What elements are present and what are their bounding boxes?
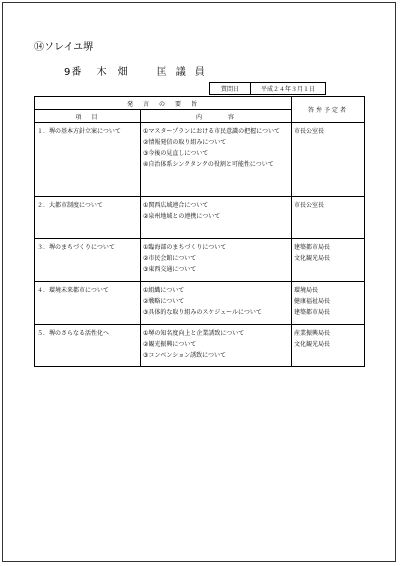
respondent-cell (292, 239, 365, 282)
member-title-char: 議 (175, 67, 187, 78)
content-line: ②情報発信の取り組みについて (143, 139, 227, 146)
respondent-line: 建築都市局長 (294, 309, 331, 316)
respondent-cell (292, 123, 365, 197)
item-cell (35, 239, 141, 282)
item-cell (35, 123, 141, 197)
member-name-char: 木 (96, 67, 108, 78)
member-number: 9番 (64, 67, 83, 78)
content-line: ②泉州地域との連携について (143, 213, 221, 220)
content-line: ②観光振興について (143, 341, 197, 348)
respondent-line: 市長公室長 (294, 128, 325, 135)
content-line: ①堺の知名度向上と企業誘致について (143, 330, 245, 337)
item-cell (35, 197, 141, 239)
content-line: ③東西交通について (143, 266, 197, 273)
table-row (35, 325, 365, 367)
member-line (64, 63, 214, 78)
member-name (97, 67, 139, 78)
member-title-char: 匡 (156, 67, 168, 78)
item-text: ５．堺のさらなる活性化へ (37, 330, 110, 337)
content-cell (141, 197, 292, 239)
table-row (35, 123, 365, 197)
respondent-line: 建築都市局長 (294, 244, 331, 251)
group-name: ⑭ソレイユ堺 (34, 42, 94, 53)
content-header: 内 容 (141, 110, 292, 123)
respondent-line: 市長公室長 (294, 202, 325, 209)
table-row (35, 282, 365, 325)
speech-points-header: 発 言 の 要 旨 (35, 97, 292, 110)
question-date-label: 質問日 (210, 83, 251, 95)
content-cell (141, 239, 292, 282)
item-cell (35, 282, 141, 325)
question-date-box (209, 82, 326, 95)
respondent-header: 答弁予定者 (292, 97, 365, 123)
content-line: ③具体的な取り組みのスケジュールについて (143, 309, 262, 316)
item-cell (35, 325, 141, 367)
respondent-line: 環境局長 (294, 287, 319, 294)
table-row (35, 197, 365, 239)
question-date-value: 平成２４年３月１日 (251, 83, 326, 95)
content-cell (141, 325, 292, 367)
content-cell (141, 282, 292, 325)
respondent-line: 健康福祉局長 (294, 298, 331, 305)
table-row (35, 239, 365, 282)
content-line: ③今後の見直しについて (143, 150, 209, 157)
content-line: ①関西広域連合について (143, 202, 209, 209)
item-text: ４．環境未来都市について (37, 287, 109, 294)
item-text: ３．堺のまちづくりについて (37, 244, 115, 251)
content-line: ①組織について (143, 287, 185, 294)
member-title (157, 67, 214, 78)
content-line: ④自治体系シンクタンクの役割と可能性について (143, 161, 274, 168)
respondent-line: 産業振興局長 (294, 330, 331, 337)
content-line: ①臨海部のまちづくりについて (143, 244, 227, 251)
respondent-cell (292, 197, 365, 239)
speech-points-table (34, 96, 365, 367)
item-header: 項 目 (35, 110, 141, 123)
content-cell (141, 123, 292, 197)
content-line: ②市民会館について (143, 255, 197, 262)
content-line: ①マスタープランにおける市民意識の把握について (143, 128, 280, 135)
respondent-cell (292, 282, 365, 325)
item-text: １．堺の基本方針立案について (37, 128, 121, 135)
member-title-char: 員 (194, 67, 206, 78)
respondent-cell (292, 325, 365, 367)
content-line: ②戦略について (143, 298, 185, 305)
respondent-line: 文化観光局長 (294, 255, 331, 262)
respondent-line: 文化観光局長 (294, 341, 331, 348)
item-text: ２．大都市制度について (37, 202, 103, 209)
member-name-char: 畑 (117, 67, 129, 78)
content-line: ③コンベンション誘致について (143, 352, 226, 359)
